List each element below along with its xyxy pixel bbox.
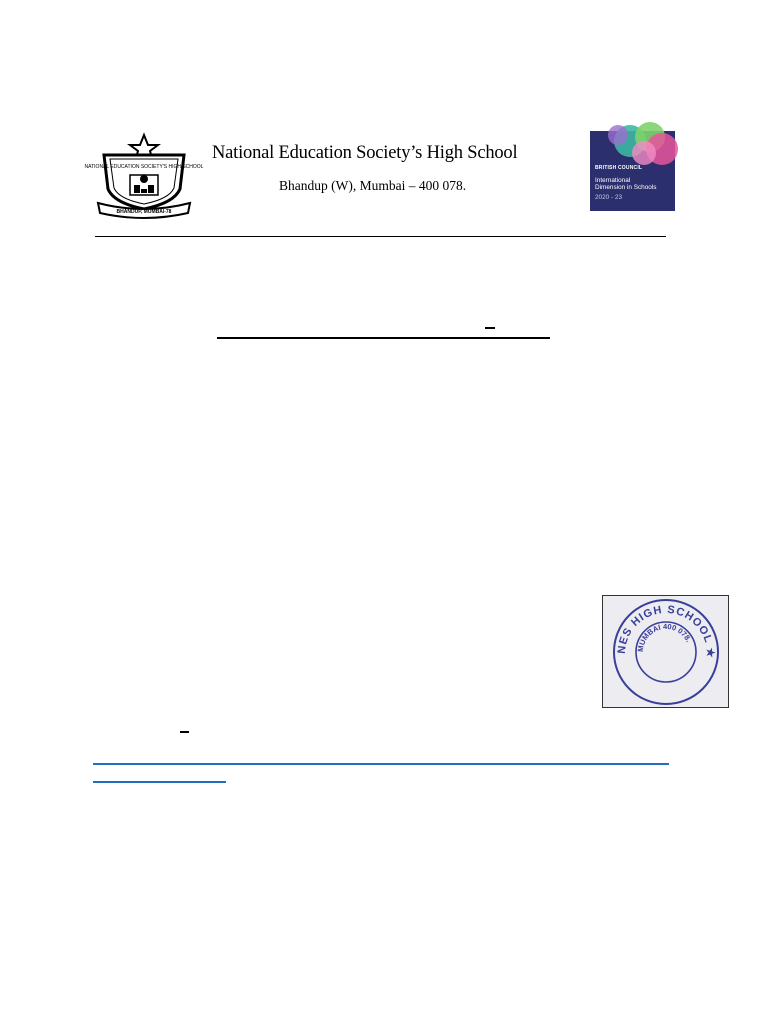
- school-logo: [84, 133, 204, 217]
- svg-text:BHANDUP, MUMBAI-78: BHANDUP, MUMBAI-78: [116, 209, 172, 215]
- school-address: Bhandup (W), Mumbai – 400 078.: [279, 178, 467, 193]
- badge-brand: BRITISH COUNCIL: [595, 165, 643, 171]
- school-crest-icon: [84, 133, 204, 217]
- badge-title: International Dimension in Schools: [595, 177, 657, 192]
- header-divider: [95, 236, 666, 237]
- title-underline: [217, 337, 550, 339]
- hyperlink-underline-continuation[interactable]: [93, 781, 226, 783]
- svg-text:MUMBAI 400 078.: MUMBAI 400 078.: [635, 621, 694, 653]
- hyperlink-underline[interactable]: [93, 763, 669, 765]
- small-dash-mark: [180, 731, 189, 733]
- badge-year: 2020 - 23: [595, 194, 623, 201]
- school-name: National Education Society’s High School: [212, 143, 518, 163]
- school-stamp: [602, 595, 729, 708]
- svg-text:NES HIGH SCHOOL ★ BHANDUP: NES HIGH SCHOOL ★: [615, 603, 717, 659]
- title-dash-mark: [485, 327, 495, 329]
- international-dimension-badge: [590, 131, 675, 211]
- school-seal-stamp-icon: [603, 596, 728, 707]
- svg-text:NATIONAL EDUCATION SOCIETY'S H: NATIONAL EDUCATION SOCIETY'S HIGH SCHOOL: [84, 164, 204, 170]
